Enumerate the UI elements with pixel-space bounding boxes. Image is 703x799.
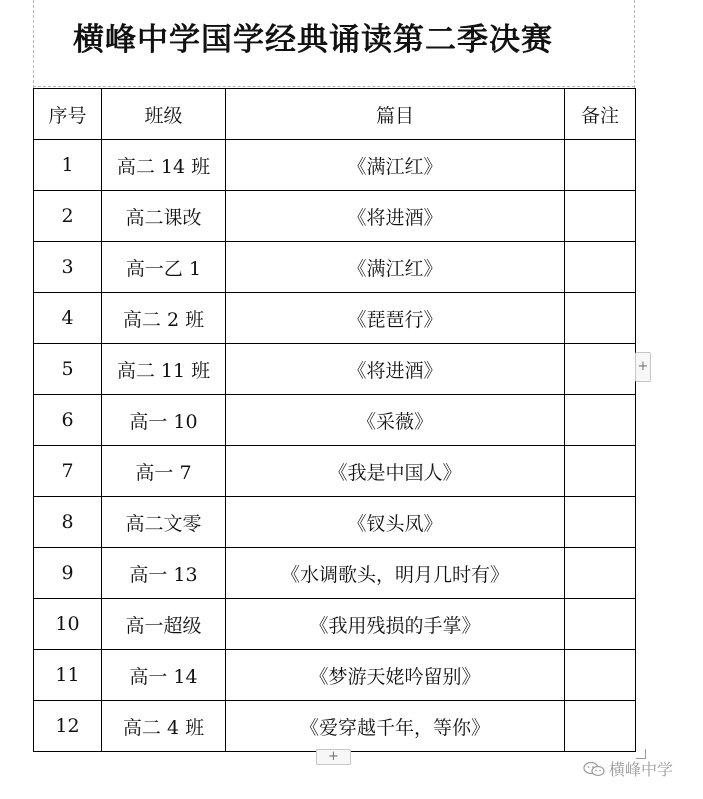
cell-number[interactable]: 11 bbox=[34, 650, 102, 701]
table-row bbox=[34, 650, 636, 701]
cell-class[interactable]: 高一 7 bbox=[102, 446, 226, 497]
table-row bbox=[34, 395, 636, 446]
cell-piece[interactable]: 《采薇》 bbox=[226, 395, 565, 446]
table-row bbox=[34, 344, 636, 395]
wechat-icon bbox=[583, 761, 605, 777]
cell-remarks[interactable] bbox=[565, 395, 636, 446]
cell-remarks[interactable] bbox=[565, 701, 636, 752]
cell-class[interactable]: 高一 10 bbox=[102, 395, 226, 446]
cell-remarks[interactable] bbox=[565, 599, 636, 650]
cell-class[interactable]: 高二 14 班 bbox=[102, 140, 226, 191]
document-title: 横峰中学国学经典诵读第二季决赛 bbox=[73, 22, 553, 58]
cell-remarks[interactable] bbox=[565, 191, 636, 242]
table-row bbox=[34, 599, 636, 650]
cell-remarks[interactable] bbox=[565, 548, 636, 599]
cell-number[interactable]: 7 bbox=[34, 446, 102, 497]
cell-number[interactable]: 2 bbox=[34, 191, 102, 242]
cell-class[interactable]: 高一 14 bbox=[102, 650, 226, 701]
cell-class[interactable]: 高二 4 班 bbox=[102, 701, 226, 752]
cell-remarks[interactable] bbox=[565, 446, 636, 497]
cell-piece[interactable]: 《水调歌头，明月几时有》 bbox=[226, 548, 565, 599]
cell-class[interactable]: 高一超级 bbox=[102, 599, 226, 650]
header-number[interactable]: 序号 bbox=[34, 89, 102, 140]
cell-number[interactable]: 3 bbox=[34, 242, 102, 293]
cell-number[interactable]: 8 bbox=[34, 497, 102, 548]
table-row bbox=[34, 140, 636, 191]
header-piece[interactable]: 篇目 bbox=[226, 89, 565, 140]
cell-remarks[interactable] bbox=[565, 140, 636, 191]
table-row bbox=[34, 242, 636, 293]
table-row bbox=[34, 548, 636, 599]
table-row bbox=[34, 191, 636, 242]
cell-number[interactable]: 12 bbox=[34, 701, 102, 752]
cell-number[interactable]: 6 bbox=[34, 395, 102, 446]
cell-piece[interactable]: 《梦游天姥吟留别》 bbox=[226, 650, 565, 701]
cell-piece[interactable]: 《将进酒》 bbox=[226, 191, 565, 242]
finals-table bbox=[33, 88, 636, 752]
cell-piece[interactable]: 《满江红》 bbox=[226, 140, 565, 191]
cell-piece[interactable]: 《我用残损的手掌》 bbox=[226, 599, 565, 650]
cell-remarks[interactable] bbox=[565, 293, 636, 344]
cell-number[interactable]: 4 bbox=[34, 293, 102, 344]
cell-number[interactable]: 5 bbox=[34, 344, 102, 395]
cell-remarks[interactable] bbox=[565, 344, 636, 395]
cell-class[interactable]: 高二 2 班 bbox=[102, 293, 226, 344]
cell-piece[interactable]: 《满江红》 bbox=[226, 242, 565, 293]
cell-number[interactable]: 1 bbox=[34, 140, 102, 191]
cell-remarks[interactable] bbox=[565, 650, 636, 701]
header-class[interactable]: 班级 bbox=[102, 89, 226, 140]
add-column-button[interactable]: + bbox=[635, 352, 651, 382]
cell-piece[interactable]: 《爱穿越千年，等你》 bbox=[226, 701, 565, 752]
add-row-button[interactable]: + bbox=[316, 749, 351, 765]
cell-piece[interactable]: 《琵琶行》 bbox=[226, 293, 565, 344]
page-margin-guide-right bbox=[634, 0, 635, 88]
cell-class[interactable]: 高一 13 bbox=[102, 548, 226, 599]
cell-class[interactable]: 高二课改 bbox=[102, 191, 226, 242]
table-row bbox=[34, 497, 636, 548]
table-header-row bbox=[34, 89, 636, 140]
table-row bbox=[34, 293, 636, 344]
table-row bbox=[34, 701, 636, 752]
cell-class[interactable]: 高一乙 1 bbox=[102, 242, 226, 293]
watermark bbox=[583, 757, 673, 780]
cell-remarks[interactable] bbox=[565, 242, 636, 293]
page-margin-guide-left bbox=[33, 0, 34, 88]
cell-piece[interactable]: 《我是中国人》 bbox=[226, 446, 565, 497]
watermark-text: 横峰中学 bbox=[609, 760, 674, 779]
cell-class[interactable]: 高二 11 班 bbox=[102, 344, 226, 395]
cell-number[interactable]: 10 bbox=[34, 599, 102, 650]
cell-class[interactable]: 高二文零 bbox=[102, 497, 226, 548]
table-row bbox=[34, 446, 636, 497]
cell-number[interactable]: 9 bbox=[34, 548, 102, 599]
header-remarks[interactable]: 备注 bbox=[565, 89, 636, 140]
cell-piece[interactable]: 《将进酒》 bbox=[226, 344, 565, 395]
cell-remarks[interactable] bbox=[565, 497, 636, 548]
cell-piece[interactable]: 《钗头凤》 bbox=[226, 497, 565, 548]
page-margin-guide-top bbox=[33, 86, 635, 87]
